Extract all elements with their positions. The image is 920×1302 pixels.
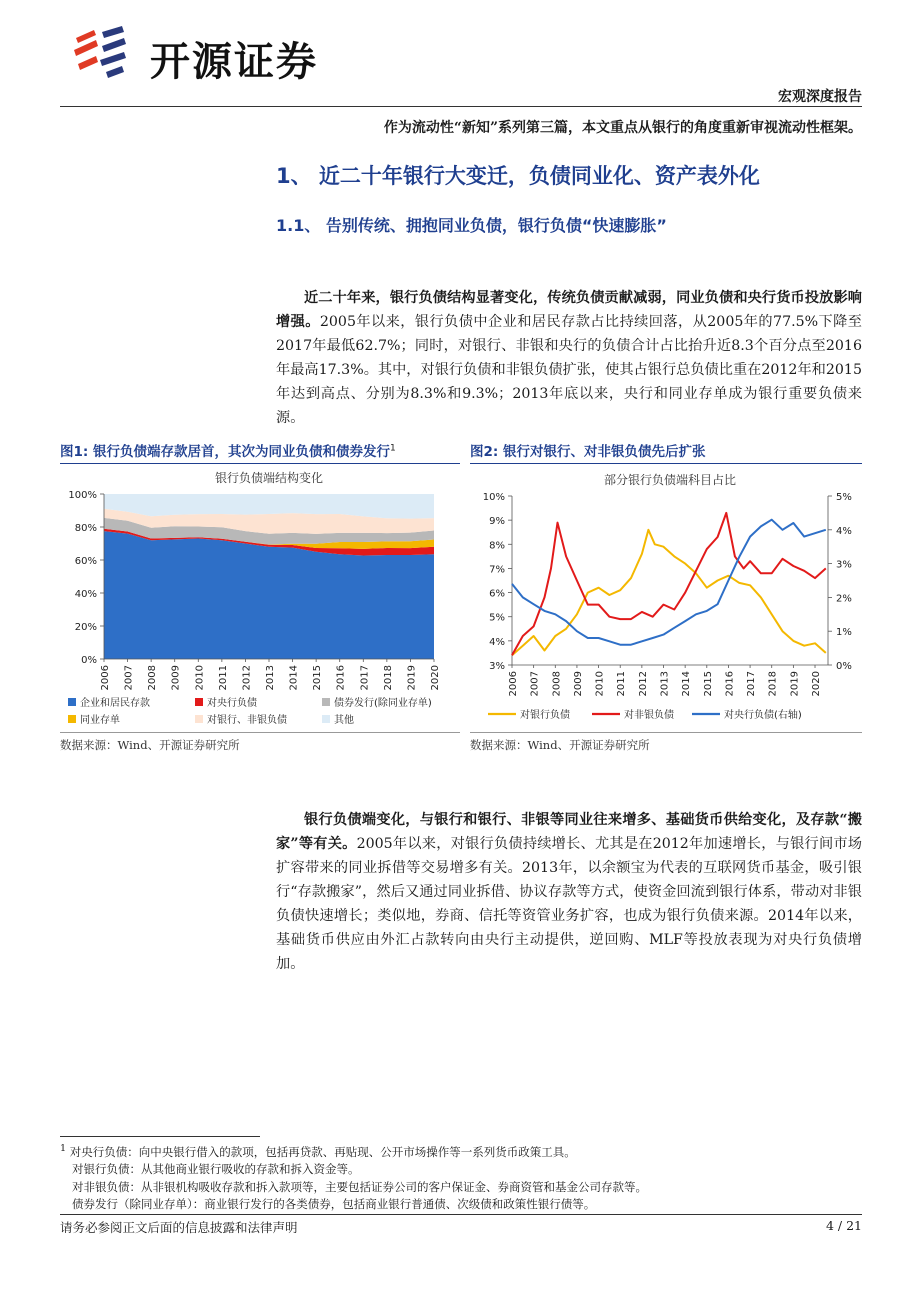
footnote-text: 对非银负债：从非银机构吸收存款和拆入款项等，主要包括证券公司的客户保证金、券商资管和基金公司存款等。 xyxy=(72,1179,647,1194)
x-tick-label: 2015 xyxy=(312,665,324,691)
subsection-heading: 1.1、 告别传统、拥抱同业负债，银行负债“快速膨胀” xyxy=(276,216,667,235)
paragraph-2 xyxy=(276,808,862,976)
x-tick-label: 2018 xyxy=(767,671,779,697)
paragraph-1-body: 2005年以来，银行负债中企业和居民存款占比持续回落，从2005年的77.5%下降至2017年最低62.7%；同时，对银行、非银和央行的负债合计占比抬升近8.3个百分点至2016年最高17.3%。其中，对银行负债和非银负债扩张，使其占银行总负债比重在2012年和2015年达到高点、分别为8.3%和9.3%；2013年底以来，央行和同业存单成为银行重要负债来源。 xyxy=(276,314,862,426)
footnote-text: 对银行负债：从其他商业银行吸收的存款和拆入资金等。 xyxy=(72,1162,360,1177)
legend-swatch xyxy=(322,698,330,706)
footnote-ref: 1 xyxy=(390,443,396,454)
y2-tick-label: 0% xyxy=(836,661,852,672)
x-tick-label: 2016 xyxy=(724,671,736,697)
x-tick-label: 2009 xyxy=(572,671,584,697)
legend-label: 对银行、非银负债 xyxy=(207,715,287,726)
y-tick-label: 40% xyxy=(74,589,97,600)
y-tick-label: 100% xyxy=(68,490,97,501)
legend-swatch xyxy=(322,715,330,723)
x-tick-label: 2011 xyxy=(217,665,229,691)
figure-2-source: 数据来源：Wind、开源证券研究所 xyxy=(470,738,650,752)
y-tick-label: 60% xyxy=(74,556,97,567)
figure-1-bottom-rule xyxy=(60,732,460,733)
paragraph-1-lead: 近二十年来，银行负债结构显著变化，传统负债贡献减弱，同业负债和央行货币投放影响增强。 xyxy=(276,290,862,330)
x-tick-label: 2009 xyxy=(170,665,182,691)
x-tick-label: 2007 xyxy=(529,671,541,697)
x-tick-label: 2020 xyxy=(430,665,441,691)
y-tick-label: 10% xyxy=(482,492,505,503)
footnote-line xyxy=(60,1161,860,1179)
x-tick-label: 2012 xyxy=(241,665,253,691)
legend-label: 对银行负债 xyxy=(520,710,570,721)
figure-1-title xyxy=(60,440,396,460)
figure-1-label: 图1: xyxy=(60,444,89,460)
chart-liability-structure xyxy=(60,466,460,730)
x-tick-label: 2018 xyxy=(382,665,394,691)
legend-label: 同业存单 xyxy=(80,715,120,726)
paragraph-1 xyxy=(276,286,862,430)
x-tick-label: 2019 xyxy=(789,671,801,697)
x-tick-label: 2008 xyxy=(147,665,159,691)
legend-label: 对央行负债(右轴) xyxy=(724,710,802,721)
footnote-line xyxy=(60,1196,860,1214)
legend-swatch xyxy=(195,698,203,706)
x-tick-label: 2006 xyxy=(508,671,519,697)
x-tick-label: 2010 xyxy=(594,671,606,697)
figure-2-rule xyxy=(470,463,862,464)
footnotes xyxy=(60,1140,860,1214)
figure-2-title-text: 银行对银行、对非银负债先后扩张 xyxy=(503,444,706,460)
chart-liability-items xyxy=(470,466,862,730)
footnote-divider xyxy=(60,1136,260,1137)
legend-swatch xyxy=(68,715,76,723)
y-tick-label: 7% xyxy=(489,564,505,576)
legend-label: 对央行负债 xyxy=(207,698,257,709)
x-tick-label: 2006 xyxy=(100,665,111,691)
y2-tick-label: 1% xyxy=(836,627,852,639)
section-heading: 1、 近二十年银行大变迁，负债同业化、资产表外化 xyxy=(276,164,760,188)
footnote-line xyxy=(60,1179,860,1197)
x-tick-label: 2011 xyxy=(616,671,628,697)
intro-line: 作为流动性“新知”系列第三篇，本文重点从银行的角度重新审视流动性框架。 xyxy=(383,120,862,136)
y2-tick-label: 3% xyxy=(836,559,852,571)
chart-title: 银行负债端结构变化 xyxy=(214,471,324,485)
x-tick-label: 2014 xyxy=(681,671,693,697)
x-tick-label: 2013 xyxy=(659,671,671,697)
y2-tick-label: 5% xyxy=(836,492,852,503)
paragraph-2-body: 2005年以来，对银行负债持续增长、尤其是在2012年加速增长，与银行间市场扩容带来的同业拆借等交易增多有关。2013年，以余额宝为代表的互联网货币基金，吸引银行“存款搬家”，然后又通过同业拆借、协议存款等方式，使资金回流到银行体系，带动对非银负债快速增长；类似地，券商、信托等资管业务扩容，也成为银行负债来源。2014年以来，基础货币供应由外汇占款转向由央行主动提供，逆回购、MLF等投放表现为对央行负债增加。 xyxy=(276,836,862,972)
legend-swatch xyxy=(68,698,76,706)
x-tick-label: 2010 xyxy=(194,665,206,691)
figure-2-bottom-rule xyxy=(470,732,862,733)
x-tick-label: 2015 xyxy=(702,671,714,697)
legend-swatch xyxy=(195,715,203,723)
y-tick-label: 9% xyxy=(489,516,505,528)
page-number: 4 / 21 xyxy=(825,1218,862,1233)
y2-tick-label: 4% xyxy=(836,525,852,537)
figure-2-title xyxy=(470,440,706,460)
report-type: 宏观深度报告 xyxy=(778,89,862,105)
y-tick-label: 80% xyxy=(74,523,97,534)
footnote-line xyxy=(60,1140,860,1161)
brand-name: 开源证券 xyxy=(150,39,318,85)
legend-label: 其他 xyxy=(334,715,354,726)
x-tick-label: 2017 xyxy=(359,665,371,691)
x-tick-label: 2014 xyxy=(288,665,300,691)
y-tick-label: 20% xyxy=(74,622,97,633)
legend-label: 企业和居民存款 xyxy=(80,698,150,709)
y-tick-label: 8% xyxy=(489,540,505,552)
figure-1-title-text: 银行负债端存款居首，其次为同业负债和债券发行 xyxy=(93,444,390,460)
x-tick-label: 2008 xyxy=(551,671,563,697)
x-tick-label: 2020 xyxy=(811,671,823,697)
chart-title: 部分银行负债端科目占比 xyxy=(603,473,737,487)
legend-label: 对非银负债 xyxy=(624,710,674,721)
x-tick-label: 2013 xyxy=(265,665,276,691)
x-tick-label: 2017 xyxy=(746,671,758,697)
figure-1-rule xyxy=(60,463,460,464)
footer-disclaimer: 请务必参阅正文后面的信息披露和法律声明 xyxy=(60,1220,298,1235)
line-series-0 xyxy=(512,530,826,656)
figure-2-label: 图2: xyxy=(470,444,499,460)
x-tick-label: 2019 xyxy=(406,665,418,691)
footnote-text: 债券发行（除同业存单）：商业银行发行的各类债券，包括商业银行普通债、次级债和政策性银行债等。 xyxy=(72,1197,596,1212)
paragraph-2-lead: 银行负债端变化，与银行和银行、非银等同业往来增多、基础货币供给变化，及存款“搬家”等有关。 xyxy=(276,812,862,852)
footer-divider xyxy=(60,1214,862,1215)
footnote-text: 对央行负债：向中央银行借入的款项，包括再贷款、再贴现、公开市场操作等一系列货币政策工具。 xyxy=(69,1144,576,1159)
y-tick-label: 3% xyxy=(489,661,505,672)
x-tick-label: 2007 xyxy=(123,665,135,691)
y-tick-label: 4% xyxy=(489,636,505,648)
y-tick-label: 6% xyxy=(489,588,505,600)
footnote-marker: 1 xyxy=(60,1143,67,1154)
figure-1-source: 数据来源：Wind、开源证券研究所 xyxy=(60,738,240,752)
x-tick-label: 2012 xyxy=(637,671,649,697)
y-tick-label: 5% xyxy=(489,612,505,624)
x-tick-label: 2016 xyxy=(335,665,347,691)
company-logo-icon xyxy=(66,26,146,82)
y2-tick-label: 2% xyxy=(836,593,852,605)
header-divider xyxy=(60,106,862,107)
y-tick-label: 0% xyxy=(81,655,97,666)
legend-label: 债券发行(除同业存单) xyxy=(334,698,432,709)
